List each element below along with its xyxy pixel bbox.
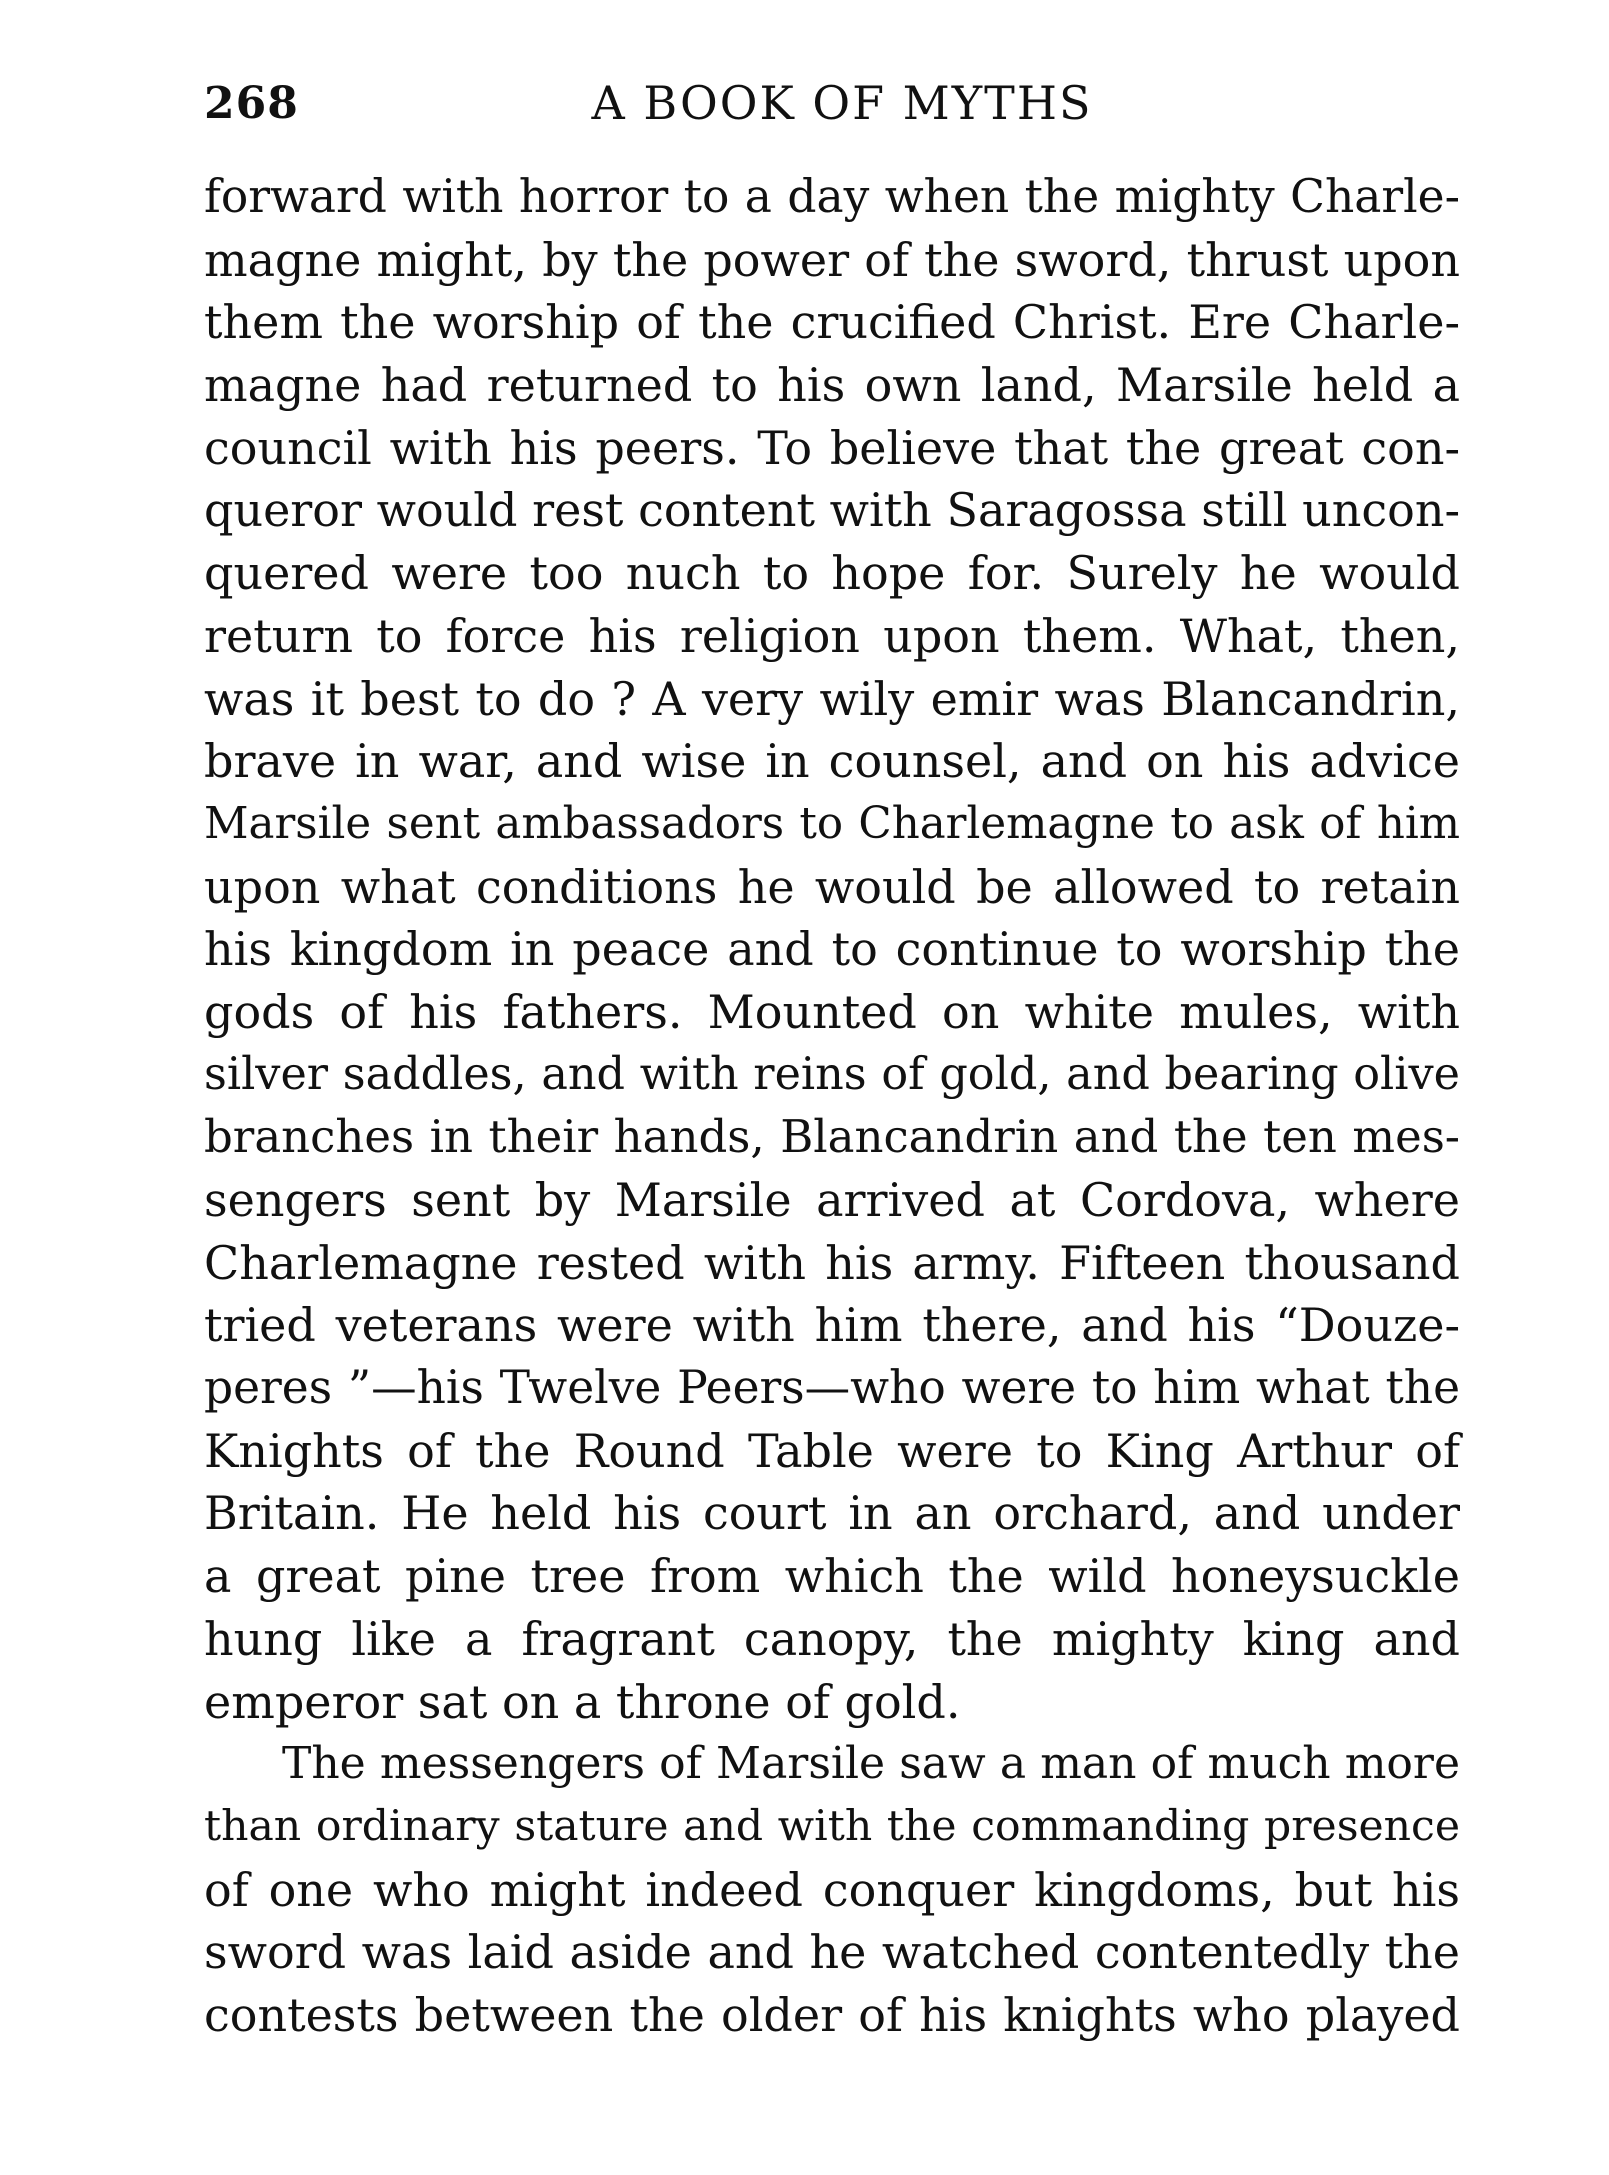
page-number: 268 [204, 78, 299, 129]
text-line: peres ”—his Twelve Peers—who were to him what the [204, 1361, 1460, 1415]
text-line: a great pine tree from which the wild honeysuckle [204, 1549, 1460, 1604]
text-line: Marsile sent ambassadors to Charlemagne to ask of him [204, 798, 1460, 849]
paragraph-1 [204, 166, 1460, 1733]
text-line: tried veterans were with him there, and his “Douze- [204, 1298, 1460, 1353]
book-title: A BOOK OF MYTHS [591, 76, 1093, 130]
text-line: Charlemagne rested with his army. Fifteen thousand [204, 1235, 1460, 1290]
text-line: was it best to do ? A very wily emir was Blancandrin, [204, 671, 1460, 726]
text-line: of one who might indeed conquer kingdoms, but his [204, 1862, 1460, 1917]
text-line: upon what conditions he would be allowed to retain [204, 859, 1460, 914]
text-line: council with his peers. To believe that the great con- [204, 420, 1460, 475]
text-line: queror would rest content with Saragossa still uncon- [204, 483, 1460, 538]
text-line: gods of his fathers. Mounted on white mules, with [204, 984, 1460, 1039]
text-line: Knights of the Round Table were to King Arthur of [204, 1423, 1460, 1478]
text-line: silver saddles, and with reins of gold, and bearing olive [204, 1048, 1460, 1100]
text-line: them the worship of the crucified Christ. Ere Charle- [204, 295, 1460, 350]
body-text [204, 166, 1460, 2047]
text-line: his kingdom in peace and to continue to worship the [204, 922, 1460, 977]
text-line: sword was laid aside and he watched contentedly the [204, 1925, 1460, 1980]
running-head [204, 70, 1460, 140]
text-line: return to force his religion upon them. What, then, [204, 608, 1460, 663]
paragraph-2 [204, 1733, 1460, 2046]
text-line: sengers sent by Marsile arrived at Cordova, where [204, 1173, 1460, 1227]
text-line: magne had returned to his own land, Marsile held a [204, 358, 1460, 413]
text-line: than ordinary stature and with the commanding presence [204, 1801, 1460, 1851]
text-line: Britain. He held his court in an orchard, and under [204, 1486, 1460, 1541]
text-line: magne might, by the power of the sword, thrust upon [204, 232, 1460, 287]
text-line: quered were too nuch to hope for. Surely he would [204, 546, 1460, 601]
text-line: branches in their hands, Blancandrin and the ten mes- [204, 1110, 1460, 1164]
text-line: brave in war, and wise in counsel, and on his advice [204, 734, 1460, 789]
text-line: hung like a fragrant canopy, the mighty king and [204, 1611, 1460, 1666]
text-line: forward with horror to a day when the mighty Charle- [204, 170, 1460, 223]
text-line: contests between the older of his knights who played [204, 1987, 1460, 2042]
text-line: emperor sat on a throne of gold. [204, 1674, 961, 1729]
text-line: The messengers of Marsile saw a man of much more [282, 1738, 1460, 1790]
